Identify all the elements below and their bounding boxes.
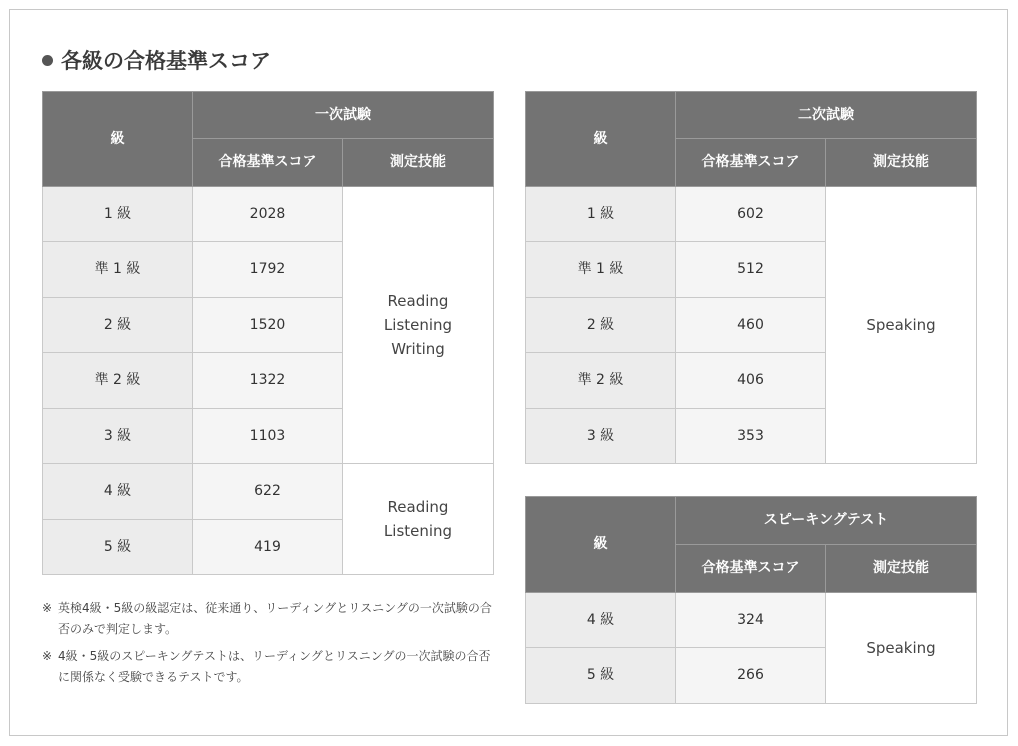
score-cell: 266 [676, 648, 826, 704]
header-grade: 級 [43, 92, 193, 187]
header-skill: 測定技能 [343, 139, 494, 187]
table-row [526, 187, 977, 242]
score-cell: 622 [193, 464, 343, 520]
header-grade: 級 [526, 92, 676, 187]
header-skill: 測定技能 [826, 139, 977, 187]
grade-cell: 3 級 [526, 409, 676, 464]
note-mark: ※ [42, 601, 53, 615]
speaking-test-table [525, 496, 977, 704]
header-exam: 二次試験 [676, 92, 977, 139]
score-cell: 1322 [193, 353, 343, 409]
score-cell: 2028 [193, 187, 343, 242]
grade-cell: 4 級 [43, 464, 193, 520]
header-score: 合格基準スコア [193, 139, 343, 187]
grade-cell: 4 級 [526, 593, 676, 648]
first-exam-table [42, 91, 494, 575]
grade-cell: 5 級 [43, 520, 193, 575]
grade-cell: 準 2 級 [526, 353, 676, 409]
note-text: 英検4級・5級の級認定は、従来通り、リーディングとリスニングの一次試験の合否のみで判定します。 [58, 601, 492, 636]
table-row [43, 187, 494, 242]
grade-cell: 準 1 級 [526, 242, 676, 298]
grade-cell: 2 級 [526, 298, 676, 353]
header-skill: 測定技能 [826, 545, 977, 593]
grade-cell: 1 級 [526, 187, 676, 242]
score-cell: 324 [676, 593, 826, 648]
score-cell: 460 [676, 298, 826, 353]
skill-cell-upper [343, 187, 494, 464]
score-cell: 1520 [193, 298, 343, 353]
table-row [526, 593, 977, 648]
grade-cell: 1 級 [43, 187, 193, 242]
score-cell: 1103 [193, 409, 343, 464]
score-cell: 1792 [193, 242, 343, 298]
skill-cell: Speaking [826, 593, 977, 704]
footnote [42, 598, 502, 640]
skill-label: Listening [383, 316, 453, 334]
header-exam: 一次試験 [193, 92, 494, 139]
section-heading [42, 44, 271, 76]
skill-label: Listening [383, 522, 453, 540]
bullet-dot-icon [42, 55, 53, 66]
skill-cell: Speaking [826, 187, 977, 464]
grade-cell: 準 1 級 [43, 242, 193, 298]
skill-label: Writing [391, 340, 445, 358]
second-exam-table [525, 91, 977, 464]
score-cell: 406 [676, 353, 826, 409]
score-cell: 419 [193, 520, 343, 575]
table-row [43, 464, 494, 520]
note-text: 4級・5級のスピーキングテストは、リーディングとリスニングの一次試験の合否に関係なく受験できるテストです。 [58, 649, 491, 684]
skill-cell-lower [343, 464, 494, 575]
grade-cell: 3 級 [43, 409, 193, 464]
score-cell: 602 [676, 187, 826, 242]
page-title: 各級の合格基準スコア [61, 49, 271, 73]
header-score: 合格基準スコア [676, 545, 826, 593]
score-cell: 512 [676, 242, 826, 298]
grade-cell: 5 級 [526, 648, 676, 704]
note-mark: ※ [42, 649, 53, 663]
skill-label: Reading [387, 498, 449, 516]
skill-label: Reading [387, 292, 449, 310]
footnotes [42, 598, 502, 694]
score-cell: 353 [676, 409, 826, 464]
header-exam: スピーキングテスト [676, 497, 977, 545]
footnote [42, 646, 502, 688]
grade-cell: 2 級 [43, 298, 193, 353]
header-grade: 級 [526, 497, 676, 593]
header-score: 合格基準スコア [676, 139, 826, 187]
grade-cell: 準 2 級 [43, 353, 193, 409]
